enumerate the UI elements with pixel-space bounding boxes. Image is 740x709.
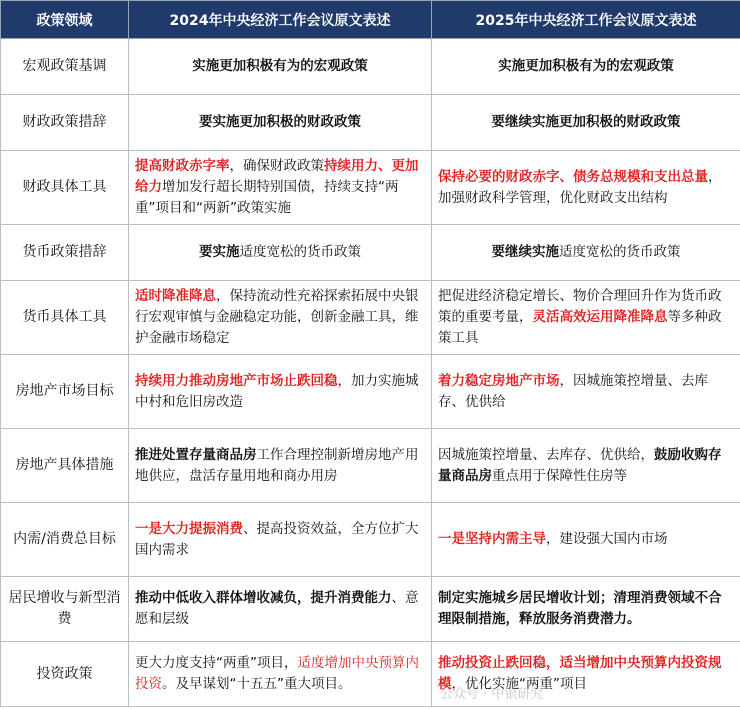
text-2024-cell (129, 281, 432, 355)
policy-area-cell: 货币具体工具 (1, 281, 129, 355)
text-segment: 。及早谋划“十五五”重大项目。 (162, 676, 352, 692)
text-2024-cell (129, 151, 432, 225)
policy-area-cell: 货币政策措辞 (1, 225, 129, 281)
text-segment: 保持必要的财政赤字、债务总规模和支出总量 (438, 168, 708, 185)
text-segment: ，优化实施“两重”项目 (451, 676, 587, 692)
text-segment: ，建设强大国内市场 (546, 531, 668, 547)
text-segment: ，保持流动性充裕探索拓展中央银行宏观审慎与金融稳定功能，创新金融工具，维护金融市场稳定 (135, 288, 419, 346)
header-2025: 2025年中央经济工作会议原文表述 (432, 1, 740, 39)
text-segment: 工作合理控制新增房地产用地供应，盘活存量用地和商办用房 (135, 446, 419, 484)
text-segment: 推动投资止跌回稳，适当增加中央预算内投资规模 (438, 655, 722, 692)
table-row (1, 281, 740, 355)
text-segment: 因城施策控增量、去库存、优供给， (438, 446, 654, 463)
text-segment: 持续用力推动房地产市场止跌回稳 (135, 372, 338, 389)
text-2025-cell (432, 225, 740, 281)
text-2025-cell (432, 151, 740, 225)
watermark: 公众号 · 中银研究 (440, 687, 544, 702)
text-segment: 适时降准降息 (135, 288, 216, 304)
text-segment: ，加强财政科学管理，优化财政支出结构 (438, 168, 722, 206)
text-segment: 一是坚持内需主导 (438, 531, 546, 547)
text-segment: 实施更加积极有为的宏观政策 (498, 58, 674, 74)
text-segment: 更大力度支持“两重”项目， (135, 655, 298, 671)
table-row (1, 39, 740, 95)
text-2024-cell (129, 95, 432, 151)
text-2024-cell (129, 355, 432, 429)
text-segment: 、提高投资效益，全方位扩大国内需求 (135, 520, 419, 558)
table-row (1, 151, 740, 225)
text-2024-cell (129, 642, 432, 707)
policy-area-cell: 投资政策 (1, 642, 129, 707)
policy-area-cell: 房地产具体措施 (1, 429, 129, 503)
text-segment: 制定实施城乡居民增收计划；清理消费领域不合理限制措施，释放服务消费潜力。 (438, 590, 722, 627)
text-segment: 一是大力提振消费 (135, 520, 243, 537)
text-segment: 把促进经济稳定增长、物价合理回升作为货币政策的重要考量， (438, 288, 722, 325)
text-segment: 适度增加中央预算内投资 (135, 655, 419, 692)
text-segment: 实施更加积极有为的宏观政策 (192, 58, 368, 74)
table-row (1, 95, 740, 151)
text-segment: 适度宽松的货币政策 (559, 244, 681, 260)
text-2025-cell (432, 355, 740, 429)
text-2024-cell (129, 225, 432, 281)
header-2024: 2024年中央经济工作会议原文表述 (129, 1, 432, 39)
text-2024-cell (129, 577, 432, 642)
text-2025-cell (432, 577, 740, 642)
policy-area-cell: 房地产市场目标 (1, 355, 129, 429)
text-2025-cell (432, 39, 740, 95)
table-row (1, 503, 740, 577)
text-segment: 提高财政赤字率 (135, 158, 230, 174)
table-row (1, 642, 740, 707)
text-2025-cell (432, 503, 740, 577)
policy-area-cell: 内需/消费总目标 (1, 503, 129, 577)
policy-area-cell: 居民增收与新型消费 (1, 577, 129, 642)
table-row (1, 225, 740, 281)
header-policy-area: 政策领域 (1, 1, 129, 39)
text-segment: 、意愿和层级 (135, 590, 419, 627)
text-2025-cell (432, 281, 740, 355)
text-2025-cell (432, 95, 740, 151)
text-segment: 鼓励收购存量商品房 (438, 446, 722, 484)
text-segment: 要继续实施 (491, 244, 559, 260)
table-row (1, 355, 740, 429)
table-row (1, 577, 740, 642)
text-2024-cell (129, 39, 432, 95)
text-segment: 要实施更加积极的财政政策 (199, 114, 361, 130)
text-2024-cell (129, 503, 432, 577)
text-2025-cell (432, 429, 740, 503)
text-2024-cell (129, 429, 432, 503)
policy-area-cell: 财政具体工具 (1, 151, 129, 225)
text-segment: ，因城施策控增量、去库存、优供给 (438, 372, 708, 410)
text-segment: 灵活高效运用降准降息 (532, 309, 668, 325)
text-segment: 适度宽松的货币政策 (239, 244, 361, 260)
text-segment: 着力稳定房地产市场 (438, 372, 560, 389)
policy-area-cell: 财政政策措辞 (1, 95, 129, 151)
text-segment: 等多种政策工具 (438, 309, 722, 346)
text-segment: 推动中低收入群体增收减负，提升消费能力 (135, 590, 392, 606)
text-segment: 持续用力、更加给力 (135, 158, 419, 195)
header-row (1, 1, 740, 39)
text-segment: 增加发行超长期特别国债，持续支持“两重”项目和“两新”政策实施 (135, 179, 399, 216)
text-segment: 要继续实施更加积极的财政政策 (491, 114, 681, 130)
policy-area-cell: 宏观政策基调 (1, 39, 129, 95)
table-row (1, 429, 740, 503)
text-segment: 要实施 (199, 244, 240, 260)
text-segment: ，确保财政政策 (229, 158, 324, 174)
text-segment: 推进处置存量商品房 (135, 446, 257, 463)
text-segment: ，加力实施城中村和危旧房改造 (135, 372, 419, 410)
text-segment: 重点用于保障性住房等 (492, 467, 627, 484)
